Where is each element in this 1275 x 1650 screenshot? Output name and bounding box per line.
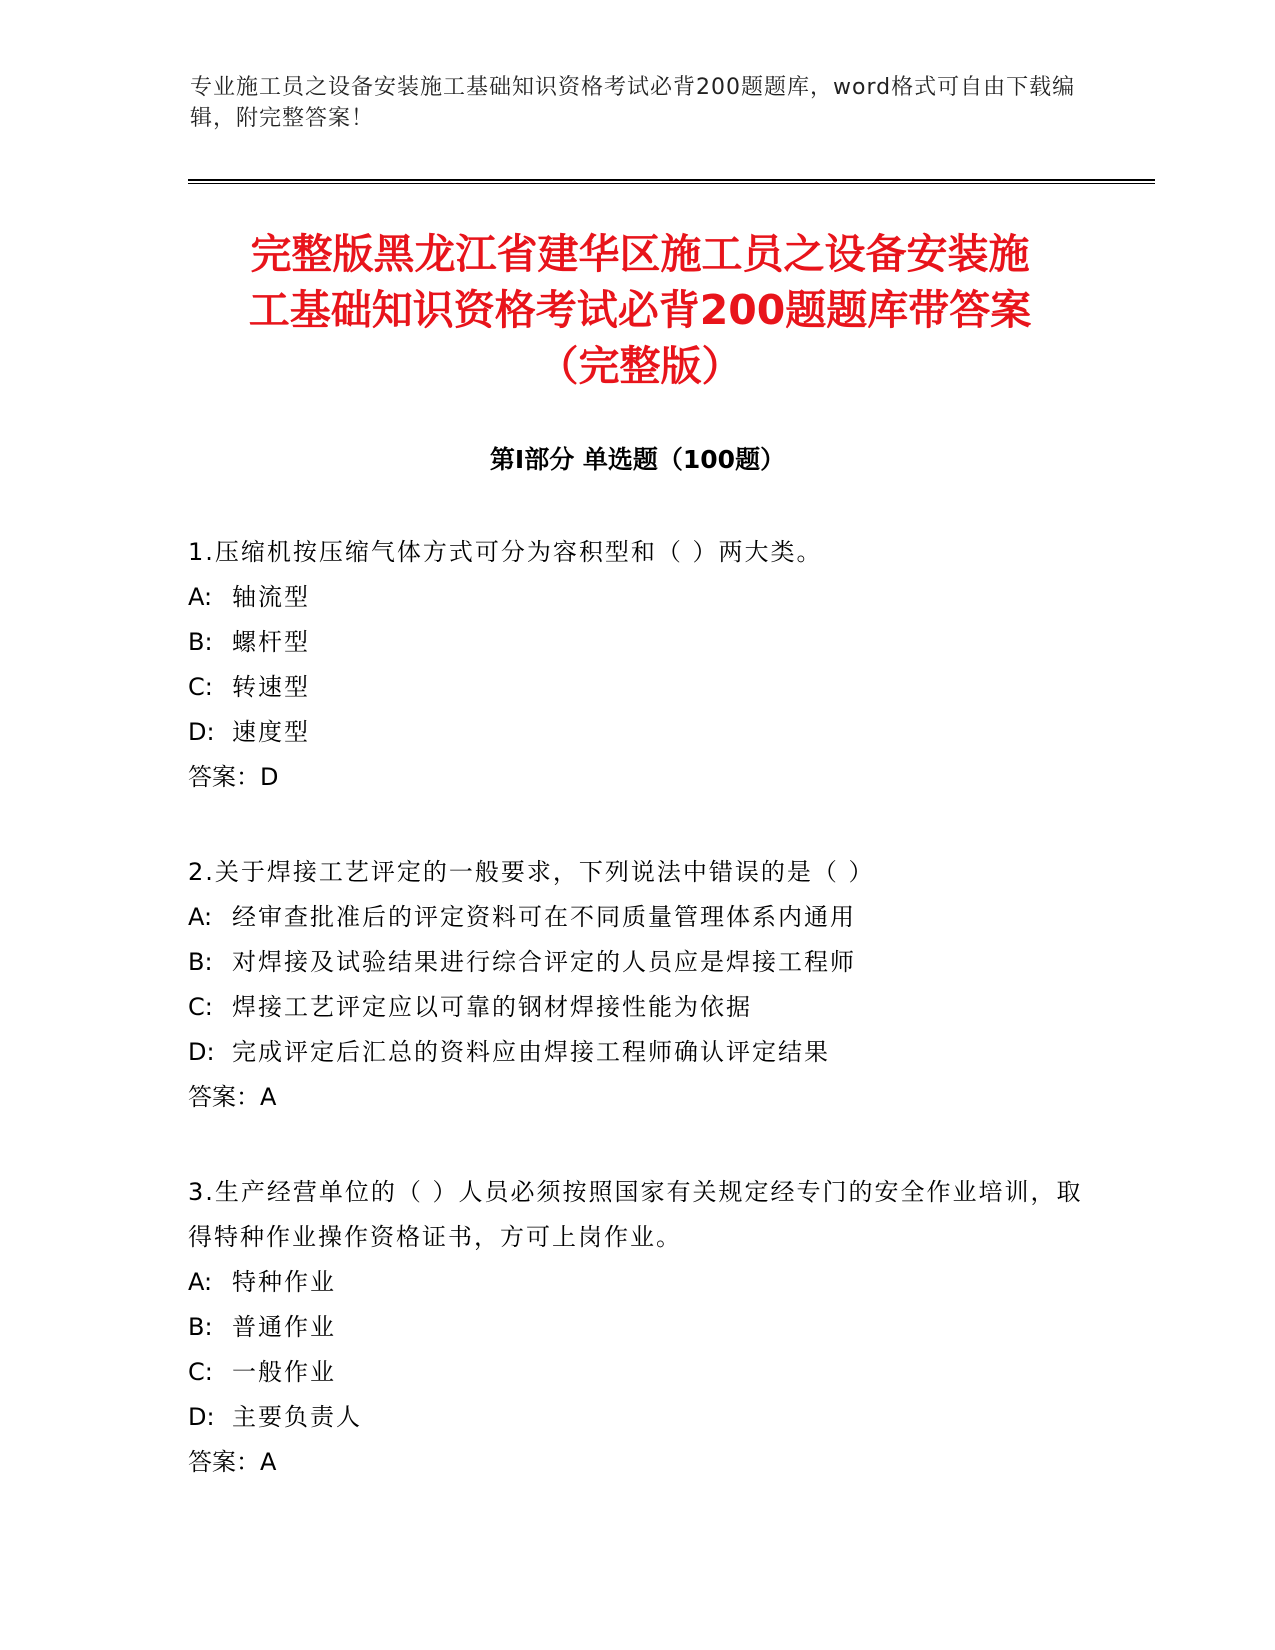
option-c — [188, 985, 1088, 1030]
option-d — [188, 710, 1088, 755]
header-rule-thin — [188, 183, 1155, 184]
question-3 — [188, 1170, 1088, 1485]
option-key: A: — [188, 903, 213, 931]
option-text: 主要负责人 — [232, 1403, 362, 1431]
option-key: B: — [188, 948, 213, 976]
option-text: 转速型 — [232, 673, 310, 701]
option-b — [188, 1305, 1088, 1350]
header-rule-thick — [188, 179, 1155, 181]
question-stem: 3.生产经营单位的（ ）人员必须按照国家有关规定经专门的安全作业培训，取得特种作业操作资格证书，方可上岗作业。 — [188, 1178, 1083, 1251]
option-text: 螺杆型 — [232, 628, 310, 656]
option-key: C: — [188, 993, 213, 1021]
title-line-1: 完整版黑龙江省建华区施工员之设备安装施 — [250, 230, 1030, 278]
option-a — [188, 895, 1088, 940]
option-c — [188, 1350, 1088, 1395]
question-gap — [188, 800, 1088, 850]
document-title — [190, 226, 1090, 394]
option-d — [188, 1030, 1088, 1075]
option-a — [188, 1260, 1088, 1305]
option-b — [188, 940, 1088, 985]
title-line-3: （完整版） — [537, 342, 743, 390]
option-key: D: — [188, 1038, 215, 1066]
option-key: C: — [188, 1358, 213, 1386]
option-text: 经审查批准后的评定资料可在不同质量管理体系内通用 — [232, 903, 856, 931]
option-a — [188, 575, 1088, 620]
answer: 答案：A — [188, 1448, 277, 1476]
question-list — [188, 530, 1088, 1485]
option-key: D: — [188, 718, 215, 746]
option-c — [188, 665, 1088, 710]
option-text: 特种作业 — [232, 1268, 336, 1296]
option-text: 焊接工艺评定应以可靠的钢材焊接性能为依据 — [232, 993, 752, 1021]
option-text: 速度型 — [232, 718, 310, 746]
answer: 答案：D — [188, 763, 279, 791]
option-b — [188, 620, 1088, 665]
option-key: C: — [188, 673, 213, 701]
title-line-2: 工基础知识资格考试必背200题题库带答案 — [248, 286, 1032, 334]
question-1 — [188, 530, 1088, 800]
question-stem: 1.压缩机按压缩气体方式可分为容积型和（ ）两大类。 — [188, 538, 823, 566]
section-heading: 第Ⅰ部分 单选题（100题） — [489, 445, 786, 474]
header-text: 专业施工员之设备安装施工基础知识资格考试必背200题题库，word格式可自由下载编辑，附完整答案！ — [190, 75, 1076, 131]
question-stem: 2.关于焊接工艺评定的一般要求，下列说法中错误的是（ ） — [188, 858, 875, 886]
option-text: 对焊接及试验结果进行综合评定的人员应是焊接工程师 — [232, 948, 856, 976]
option-key: B: — [188, 628, 213, 656]
answer: 答案：A — [188, 1083, 277, 1111]
option-d — [188, 1395, 1088, 1440]
option-key: A: — [188, 583, 213, 611]
question-2 — [188, 850, 1088, 1120]
option-text: 一般作业 — [232, 1358, 336, 1386]
question-gap — [188, 1120, 1088, 1170]
option-text: 轴流型 — [232, 583, 310, 611]
option-key: B: — [188, 1313, 213, 1341]
option-key: A: — [188, 1268, 213, 1296]
option-text: 普通作业 — [232, 1313, 336, 1341]
option-key: D: — [188, 1403, 215, 1431]
option-text: 完成评定后汇总的资料应由焊接工程师确认评定结果 — [232, 1038, 830, 1066]
